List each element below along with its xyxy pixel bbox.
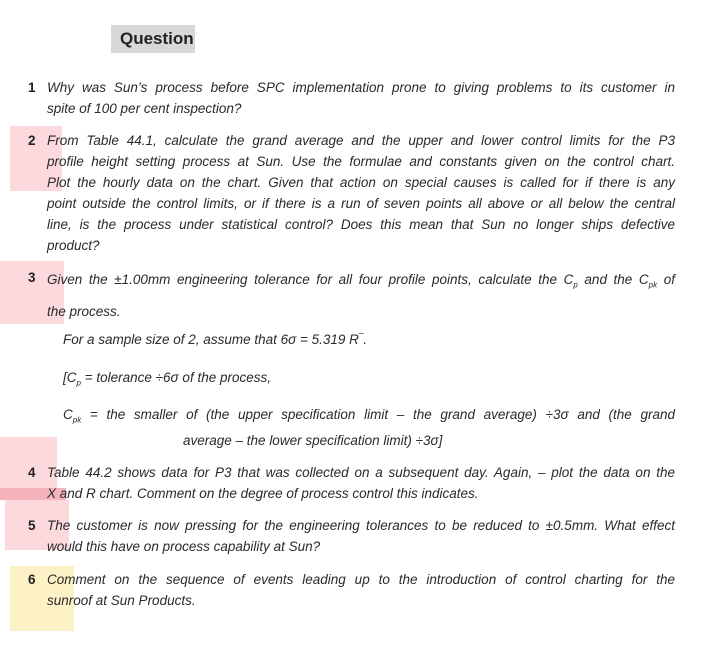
formula-cp: [$C_p$ = tolerance ÷6σ of the process, [63, 370, 271, 388]
question-2-line-3: Plot the hourly data on the chart. Given that action on special causes is called for if there is any [47, 175, 675, 190]
formula-cpk-cont: average – the lower specification limit) ÷3σ] [183, 433, 443, 448]
question-6-line-2: sunroof at Sun Products. [47, 593, 196, 608]
question-2-line-5: line, is the process under statistical control? Does this mean that Sun no longer ships defective [47, 217, 675, 232]
section-heading: Question [111, 25, 195, 53]
question-2-number: 2 [28, 133, 36, 148]
question-6-number: 6 [28, 572, 36, 587]
question-2-line-6: product? [47, 238, 100, 253]
question-4-text [47, 462, 675, 504]
question-5-line-1: The customer is now pressing for the engineering tolerances to be reduced to ±0.5mm. What effect [47, 518, 675, 533]
question-6-text [47, 569, 675, 611]
question-2-line-1: From Table 44.1, calculate the grand average and the upper and lower control limits for the P3 [47, 133, 675, 148]
question-1-text [47, 77, 675, 119]
formula-sigma: For a sample size of 2, assume that 6σ = 5.319 R‾. [63, 332, 368, 347]
question-2-line-2: profile height setting process at Sun. Use the formulae and constants given on the control chart. [47, 154, 675, 169]
question-4-line-1: Table 44.2 shows data for P3 that was collected on a subsequent day. Again, – plot the data on the [47, 465, 675, 480]
question-5-line-2: would this have on process capability at Sun? [47, 539, 321, 554]
question-6-line-1: Comment on the sequence of events leading up to the introduction of control charting for the [47, 572, 675, 587]
question-3-line-2: the process. [47, 303, 121, 319]
question-3-line-1: Given the ±1.00mm engineering tolerance for all four profile points, calculate the $C_p$ and the $C_{pk}$ of [47, 272, 675, 290]
question-4-line-2: X and R chart. Comment on the degree of process control this indicates. [47, 486, 479, 501]
question-4-number: 4 [28, 465, 36, 480]
question-2-text [47, 130, 675, 256]
question-2-line-4: point outside the control limits, or if there is a run of seven points all above or all below the central [47, 196, 675, 211]
formula-cpk: $C_{pk}$ = the smaller of (the upper specification limit – the grand average) ÷3σ and (the grand [63, 407, 675, 425]
question-1-line-1: Why was Sun’s process before SPC implementation prone to giving problems to its customer in [47, 80, 675, 95]
question-1-line-2: spite of 100 per cent inspection? [47, 101, 242, 116]
question-3-number: 3 [28, 270, 36, 285]
question-1-number: 1 [28, 80, 36, 95]
question-5-number: 5 [28, 518, 36, 533]
question-3-text [47, 267, 675, 325]
question-5-text [47, 515, 675, 557]
